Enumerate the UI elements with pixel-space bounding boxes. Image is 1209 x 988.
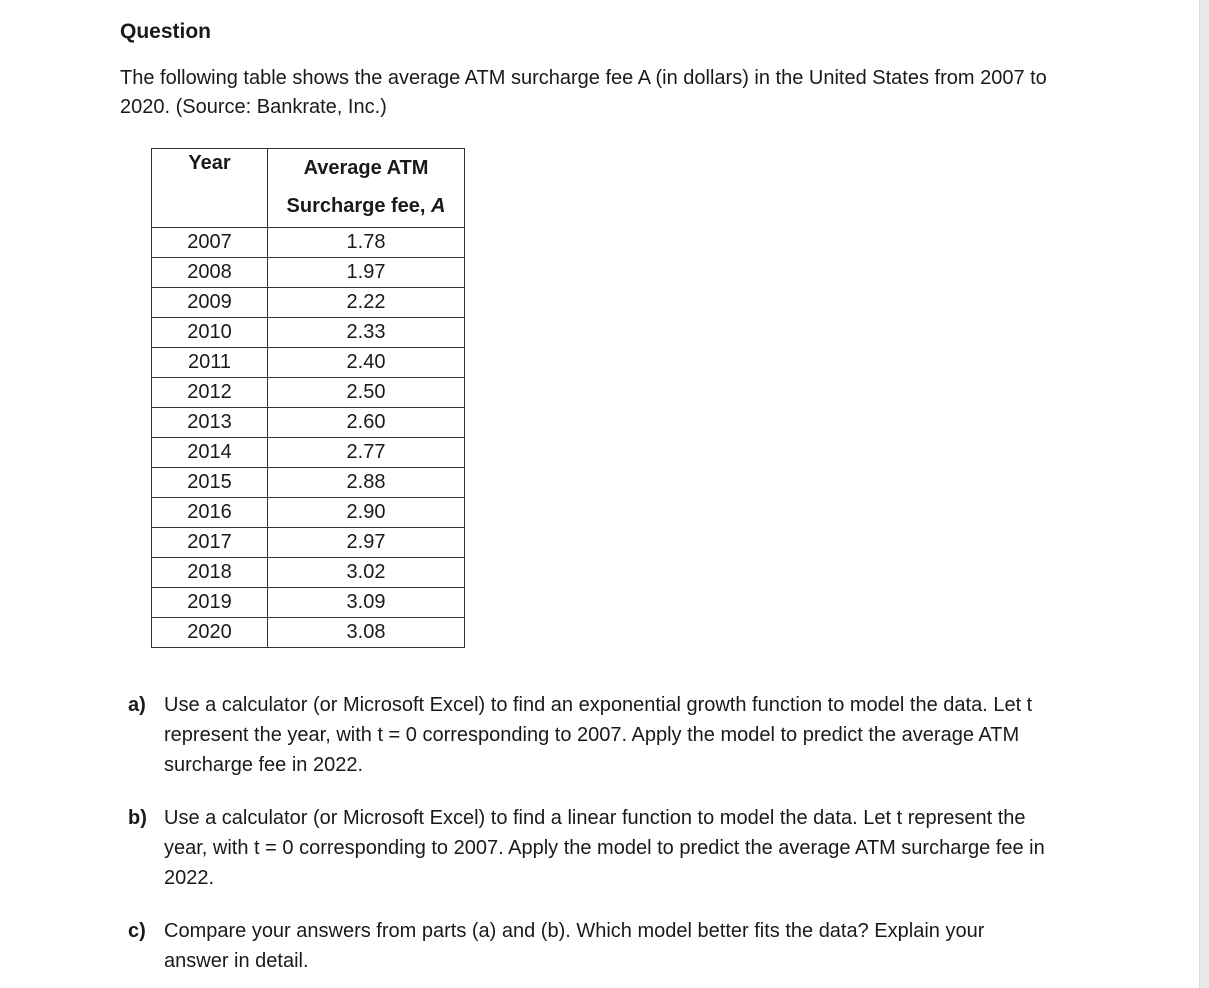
year-cell: 2011 <box>152 348 268 378</box>
table-row <box>152 378 465 408</box>
fee-cell: 1.97 <box>268 258 465 288</box>
fee-cell: 2.97 <box>268 528 465 558</box>
table-row <box>152 258 465 288</box>
fee-cell: 2.88 <box>268 468 465 498</box>
year-cell: 2008 <box>152 258 268 288</box>
table-row <box>152 468 465 498</box>
year-cell: 2012 <box>152 378 268 408</box>
table-row <box>152 528 465 558</box>
fee-cell: 2.22 <box>268 288 465 318</box>
fee-cell: 2.50 <box>268 378 465 408</box>
fee-cell: 3.08 <box>268 618 465 648</box>
fee-header <box>268 149 465 228</box>
year-cell: 2013 <box>152 408 268 438</box>
question-c-label: c) <box>128 920 146 942</box>
question-a <box>128 690 1048 780</box>
fee-header-line1: Average ATM <box>303 157 429 179</box>
fee-cell: 2.33 <box>268 318 465 348</box>
year-cell: 2009 <box>152 288 268 318</box>
year-cell: 2010 <box>152 318 268 348</box>
fee-cell: 2.77 <box>268 438 465 468</box>
question-a-text: Use a calculator (or Microsoft Excel) to find an exponential growth function to model the data. Let t represent the year, with t = 0 corresponding to 2007. Apply the model to predict the average ATM surcharge fee in 2022. <box>164 694 1033 776</box>
question-c-text: Compare your answers from parts (a) and (b). Which model better fits the data? Explain your answer in detail. <box>164 920 985 972</box>
table-row <box>152 348 465 378</box>
table-row <box>152 318 465 348</box>
table-row <box>152 288 465 318</box>
question-b-text: Use a calculator (or Microsoft Excel) to find a linear function to model the data. Let t represent the year, with t = 0 corresponding to 2007. Apply the model to predict the average ATM surcharge fee in 2022. <box>164 807 1045 889</box>
table-row <box>152 498 465 528</box>
year-cell: 2014 <box>152 438 268 468</box>
question-b <box>128 803 1048 893</box>
year-cell: 2015 <box>152 468 268 498</box>
fee-header-variable: A <box>431 195 446 217</box>
year-cell: 2016 <box>152 498 268 528</box>
table-row <box>152 438 465 468</box>
fee-cell: 2.90 <box>268 498 465 528</box>
fee-cell: 3.09 <box>268 588 465 618</box>
table-row <box>152 408 465 438</box>
fee-cell: 2.60 <box>268 408 465 438</box>
table-row <box>152 588 465 618</box>
year-cell: 2020 <box>152 618 268 648</box>
fee-cell: 2.40 <box>268 348 465 378</box>
year-cell: 2017 <box>152 528 268 558</box>
question-heading: Question <box>120 20 212 43</box>
table-row <box>152 558 465 588</box>
fee-cell: 1.78 <box>268 228 465 258</box>
table-header-row <box>152 149 465 228</box>
year-cell: 2018 <box>152 558 268 588</box>
question-b-label: b) <box>128 807 147 829</box>
year-cell: 2019 <box>152 588 268 618</box>
table-row <box>152 618 465 648</box>
year-header: Year <box>152 149 268 228</box>
fee-cell: 3.02 <box>268 558 465 588</box>
atm-fee-table <box>151 148 465 648</box>
scrollbar-track[interactable] <box>1199 0 1209 988</box>
question-c <box>128 916 1048 976</box>
year-cell: 2007 <box>152 228 268 258</box>
fee-header-line2: Surcharge fee, <box>286 195 432 217</box>
question-a-label: a) <box>128 694 146 716</box>
intro-paragraph: The following table shows the average ATM surcharge fee A (in dollars) in the United States from 2007 to 2020. (Source: Bankrate, Inc.) <box>120 67 1047 118</box>
table-body <box>152 228 465 648</box>
table-row <box>152 228 465 258</box>
